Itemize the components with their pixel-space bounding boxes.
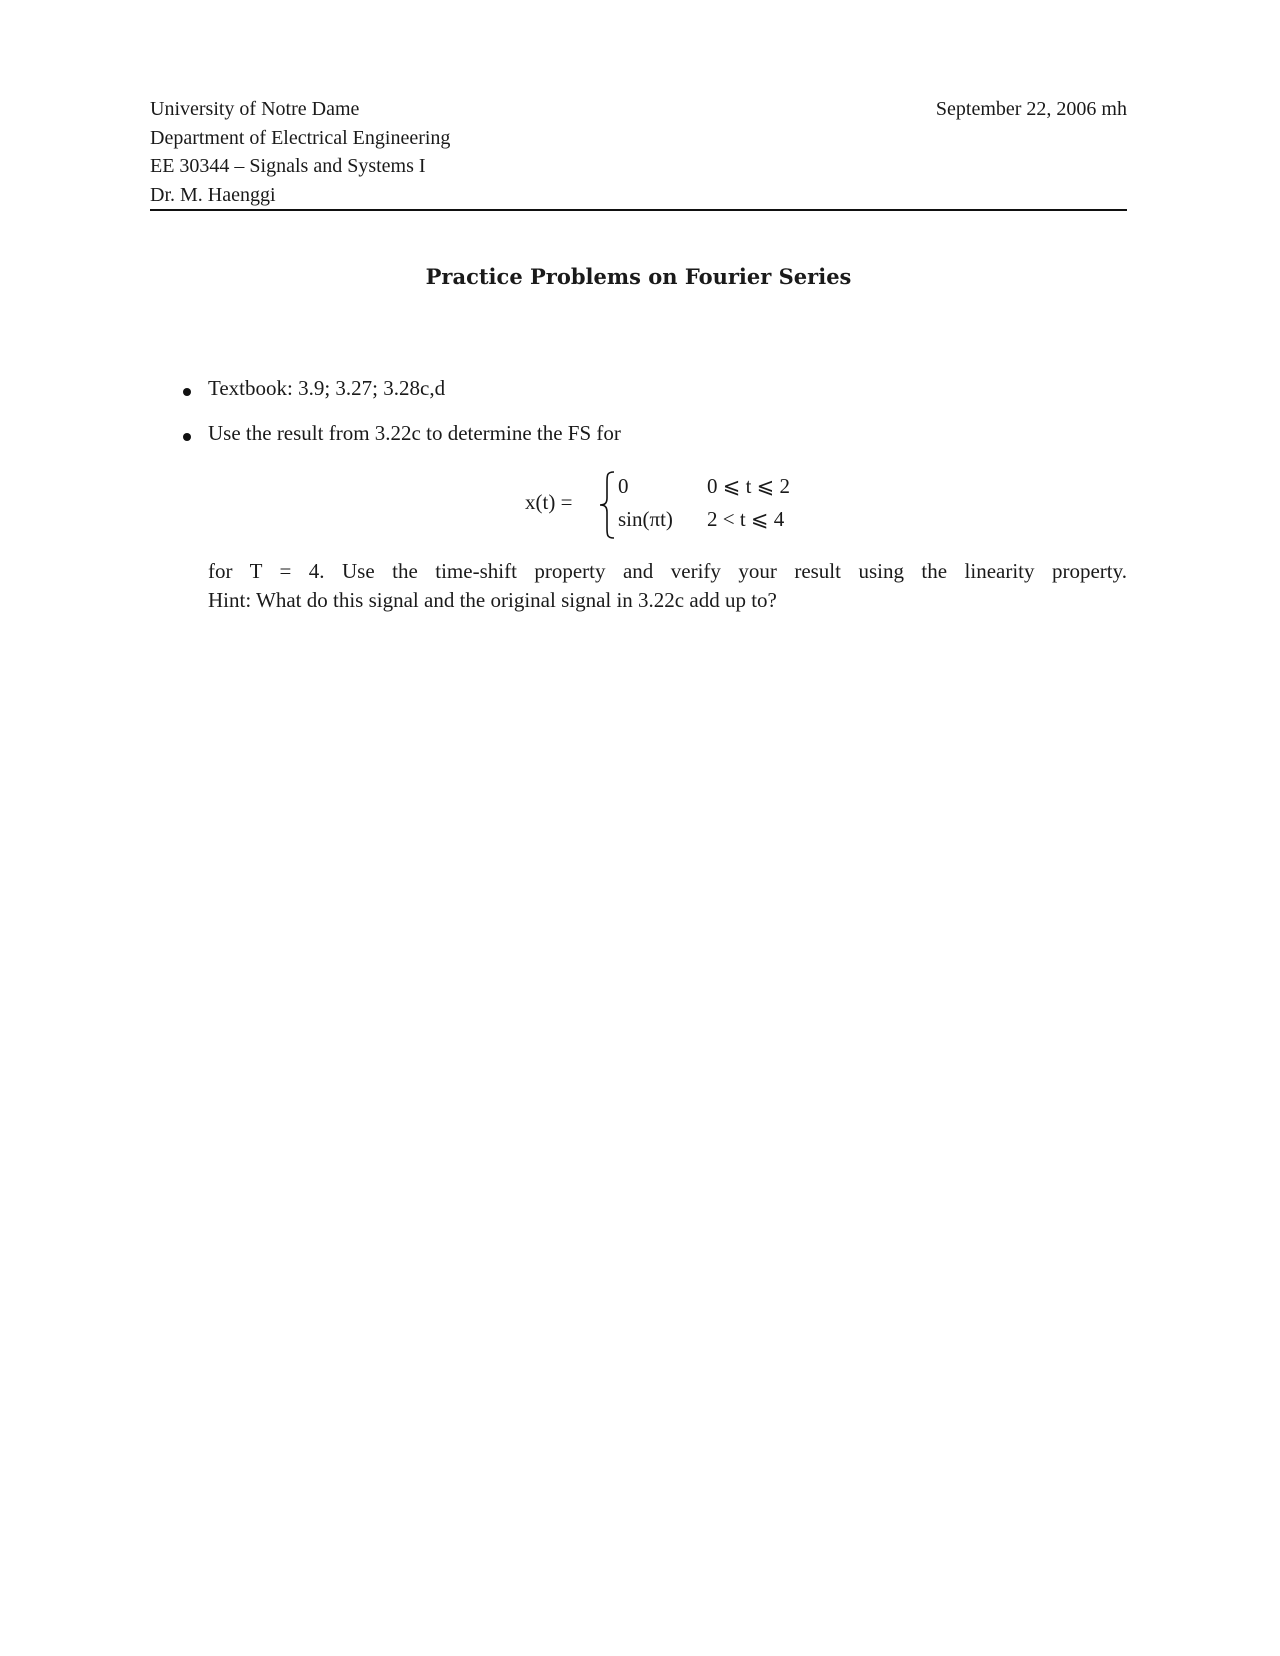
header-course-info <box>150 95 450 209</box>
paragraph-line: for T = 4. Use the time-shift property and verify your result using the linearity property. <box>208 559 1127 583</box>
case-condition: 2 < t ⩽ 4 <box>707 507 785 531</box>
piecewise-formula <box>525 470 825 540</box>
list-item-text: Textbook: 3.9; 3.27; 3.28c,d <box>208 376 446 400</box>
page-title: Practice Problems on Fourier Series <box>425 264 852 289</box>
header-date: September 22, 2006 mh <box>935 98 1127 120</box>
header-department: Department of Electrical Engineering <box>150 126 451 149</box>
formula-lhs: x(t) = <box>525 490 573 514</box>
problem-paragraph <box>208 557 1127 615</box>
left-brace-icon <box>597 470 617 540</box>
header-rule <box>150 209 1127 211</box>
header-instructor: Dr. M. Haenggi <box>150 183 276 206</box>
header-course: EE 30344 – Signals and Systems I <box>150 155 426 177</box>
header-university: University of Notre Dame <box>150 98 360 120</box>
case-condition: 0 ⩽ t ⩽ 2 <box>707 474 791 498</box>
list-item-text: Use the result from 3.22c to determine the FS for <box>208 421 621 445</box>
hint-line: Hint: What do this signal and the original signal in 3.22c add up to? <box>208 588 777 612</box>
case-value: 0 <box>618 474 629 498</box>
case-value: sin(πt) <box>618 507 673 531</box>
bullet-icon <box>183 433 191 441</box>
bullet-icon <box>183 388 191 396</box>
